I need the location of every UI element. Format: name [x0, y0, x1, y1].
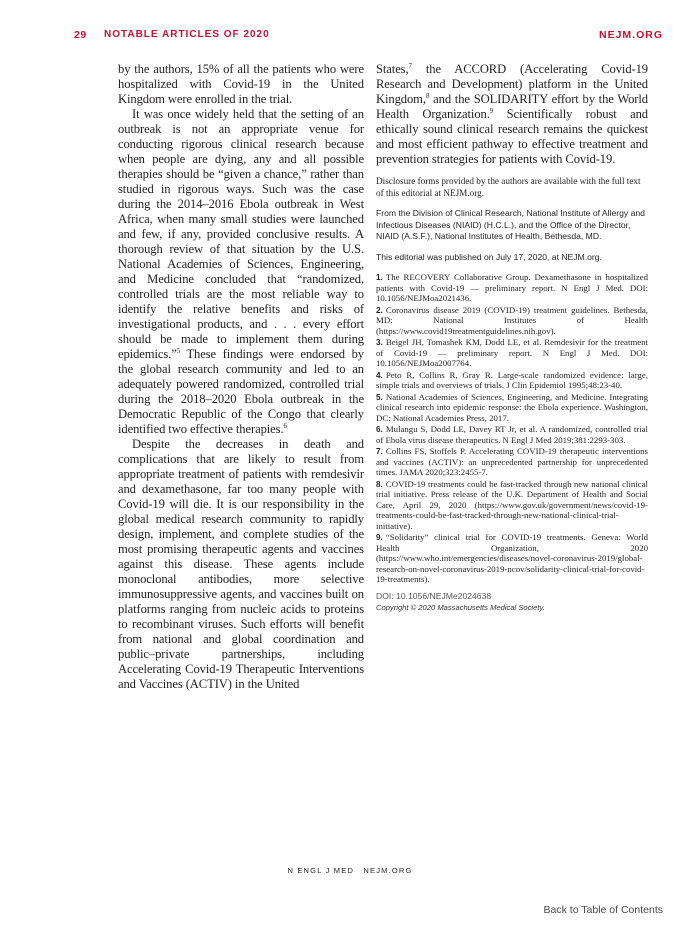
references-list — [376, 272, 648, 585]
copyright-notice: Copyright © 2020 Massachusetts Medical Society. — [376, 602, 545, 612]
paragraph: by the authors, 15% of all the patients who were hospitalized with Covid-19 in the United Kingdom were enrolled in the trial. — [118, 62, 364, 106]
citation-marker: 6 — [283, 422, 287, 430]
publication-note: This editorial was published on July 17, 2020, at NEJM.org. — [376, 251, 602, 262]
article-column-right — [376, 62, 648, 612]
reference-text: Mulangu S, Dodd LE, Davey RT Jr, et al. A randomized, controlled trial of Ebola virus disease therapeutics. N Engl J Med 2019;381:2293-303. — [376, 424, 648, 445]
footer-journal: N ENGL J MED — [287, 866, 355, 875]
paragraph-text: It was once widely held that the setting of an outbreak is not an appropriate venue for conducting rigorous clinical research because when people are dying, any and all possible therapies should be “given a chance,” rather than studied in rigorous ways. Such was the case during the 2014–2016 Ebola outbreak in West Africa, when many small studies were launched and few, if any, provided conclusive results. A thorough review of that situation by the U.S. National Academies of Sciences, Engineering, and Medicine concluded that “randomized, controlled trials are the most reliable way to identify the relative benefits and risks of investigational products, and . . . every effort should be made to implement them during epidemics.” — [118, 107, 364, 361]
reference-item — [376, 446, 648, 478]
reference-text: Peto R, Collins R, Gray R. Large-scale randomized evidence: large, simple trials and overviews of trials. J Clin Epidemiol 1995;48:23-40. — [376, 369, 648, 390]
reference-number: 5. — [376, 392, 383, 402]
reference-text: National Academies of Sciences, Engineering, and Medicine. Integrating clinical research into epidemic response: the Ebola experience. Washington, DC: National Academies Press, 2017. — [376, 391, 648, 423]
reference-item — [376, 337, 648, 369]
citation-marker: 7 — [408, 62, 412, 70]
paragraph-text: the ACCORD (Accelerating Covid-19 Research and Development) platform in the United Kingdom, — [376, 62, 648, 106]
page-header — [74, 29, 663, 43]
paragraph-text: Scientifically robust and ethically sound clinical research remains the quickest and most efficient pathway to effective treatment and prevention strategies for patients with Covid-19. — [376, 107, 648, 166]
reference-number: 3. — [376, 338, 383, 347]
article-column-left — [118, 62, 364, 692]
page-number: 29 — [74, 29, 87, 41]
paragraph-text: These findings were endorsed by the global research community and led to an adequately powered randomized, controlled trial during the 2018–2020 Ebola outbreak in the Democratic Republic of the Congo that clearly identified two effective therapies. — [118, 347, 364, 436]
reference-text: COVID-19 treatments could be fast-tracked through new national clinical trial initiative. Press release of the U.K. Department of Health and Social Care, April 29, 2020 (https://www.gov.uk/government/news/covid-19-treatments-could-be-fast-tracked-through-new-national-clinical-trial-initiative). — [376, 478, 648, 531]
paragraph-text: States, — [376, 62, 409, 76]
reference-number: 6. — [376, 425, 383, 434]
running-head: NOTABLE ARTICLES OF 2020 — [104, 29, 270, 40]
citation-marker: 5 — [176, 347, 181, 355]
reference-number: 1. — [376, 273, 383, 282]
reference-number: 2. — [376, 305, 383, 315]
reference-text: Beigel JH, Tomashek KM, Dodd LE, et al. Remdesivir for the treatment of Covid-19 — preliminary report. N Engl J Med. DOI: 10.1056/NEJMoa2007764. — [376, 337, 648, 368]
page-footer — [0, 866, 700, 875]
citation-marker: 8 — [425, 92, 430, 100]
paragraph: Despite the decreases in death and complications that are likely to result from appropriate treatment of patients with remdesivir and dexamethasone, far too many people with Covid-19 will die. It is our responsibility in the global medical research community to rapidly design, implement, and complete studies of the most promising therapeutic agents and vaccines against this disease. These agents include monoclonal antibodies, more selective immunosuppressive agents, and vaccines built on platforms ranging from nucleic acids to proteins to recombinant viruses. Such efforts will benefit from national and global coordination and public–private partnerships, including Accelerating Covid-19 Therapeutic Interventions and Vaccines (ACTIV) in the United — [118, 437, 364, 691]
site-name: NEJM.ORG — [598, 29, 663, 41]
affiliations-note: From the Division of Clinical Research, National Institute of Allergy and Infectious Diseases (NIAID) (H.C.L.), and the Office of the Director, NIAID (A.S.F.), National Institutes of Health, Bethesda, MD. — [376, 208, 645, 241]
back-to-toc-link[interactable]: Back to Table of Contents — [543, 904, 663, 916]
reference-item — [376, 305, 648, 337]
reference-item — [376, 479, 648, 532]
paragraph — [118, 107, 364, 437]
disclosure-note: Disclosure forms provided by the authors are available with the full text of this editorial at NEJM.org. — [376, 176, 641, 198]
footer-site: NEJM.ORG — [363, 866, 413, 875]
reference-item — [376, 424, 648, 445]
reference-text: Coronavirus disease 2019 (COVID-19) treatment guidelines. Bethesda, MD: National Institutes of Health (https://www.covid19treatmentguidelines.nih.gov). — [376, 304, 648, 336]
reference-number: 7. — [376, 447, 383, 456]
reference-number: 8. — [376, 479, 383, 489]
reference-item — [376, 532, 648, 585]
doi-link[interactable]: DOI: 10.1056/NEJMe2024638 — [376, 590, 492, 601]
paragraph — [376, 62, 648, 167]
reference-number: 4. — [376, 370, 383, 380]
paragraph-text: and the SOLIDARITY effort by the World Health Organization. — [376, 92, 648, 121]
reference-text: “Solidarity” clinical trial for COVID-19 treatments. Geneva: World Health Organization, 2020 (https://www.who.int/emergencies/diseases/novel-coronavirus-2019/global-research-on-novel-coronavirus-2019-ncov/solidarity-clinical-trial-for-covid-19-treatments). — [376, 532, 648, 584]
reference-text: Collins FS, Stoffels P. Accelerating COVID-19 therapeutic interventions and vaccines (ACTIV): an unprecedented partnership for unprecedented times. JAMA 2020;323:2455-7. — [376, 446, 648, 477]
citation-marker: 9 — [489, 107, 494, 115]
reference-text: The RECOVERY Collaborative Group. Dexamethasone in hospitalized patients with Covid-19 — preliminary report. N Engl J Med. DOI: 10.1056/NEJMoa2021436. — [376, 272, 648, 303]
reference-number: 9. — [376, 533, 383, 542]
reference-item — [376, 272, 648, 304]
reference-item — [376, 370, 648, 391]
reference-item — [376, 392, 648, 424]
